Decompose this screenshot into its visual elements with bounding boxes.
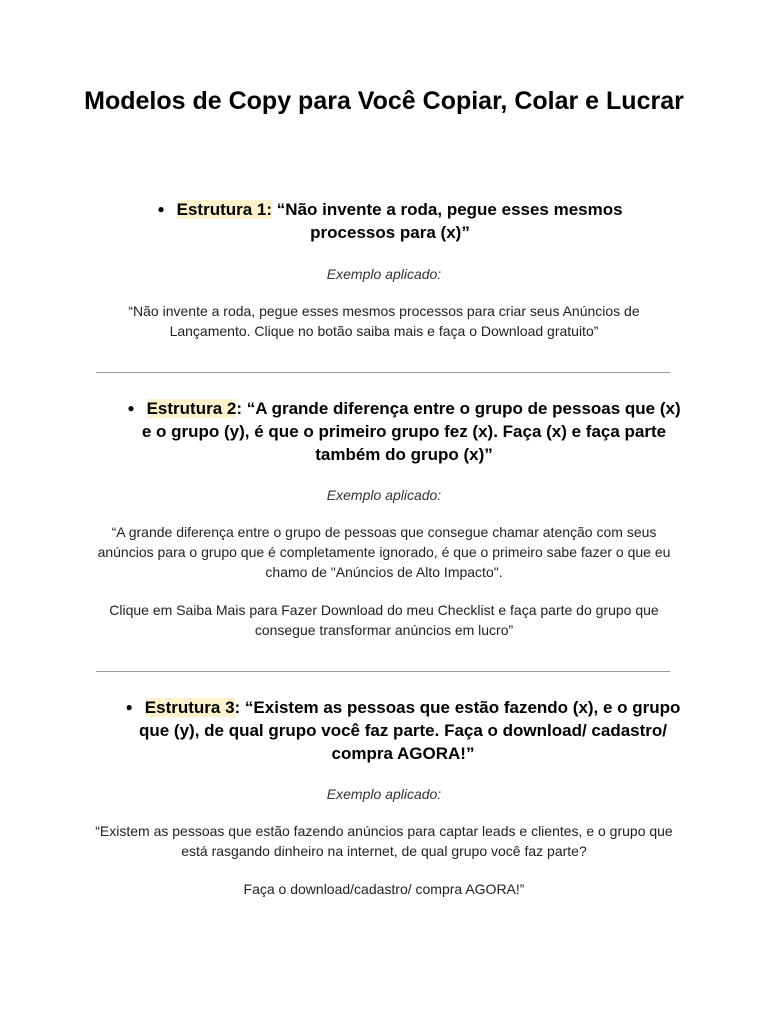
structure-1-example-label: Exemplo aplicado: — [326, 266, 442, 282]
bullet-icon: ● — [125, 700, 133, 714]
structure-2-label: Estrutura 2 — [146, 399, 237, 418]
section-divider — [96, 671, 670, 672]
structure-3-heading — [120, 696, 686, 765]
structure-2-example-label: Exemplo aplicado: — [326, 487, 442, 503]
section-divider — [96, 372, 670, 373]
structure-3-label: Estrutura 3 — [144, 698, 235, 717]
structure-2-example-paragraph-1: “A grande diferença entre o grupo de pessoas que consegue chamar atenção com seus anúncios para o grupo que é completamente ignorado, é que o primeiro sabe fazer o que eu chamo de "Anúncios de Alto Impacto". — [97, 524, 671, 580]
structure-3-example-paragraph-1: “Existem as pessoas que estão fazendo anúncios para captar leads e clientes, e o grupo que está rasgando dinheiro na internet, de qual grupo você faz parte? — [95, 823, 673, 859]
structure-3-example-label: Exemplo aplicado: — [326, 786, 442, 802]
structure-1-text: “Não invente a roda, pegue esses mesmos processos para (x)” — [272, 200, 623, 242]
structure-2-example-paragraph-2: Clique em Saiba Mais para Fazer Download do meu Checklist e faça parte do grupo que consegue transformar anúncios em lucro” — [109, 602, 659, 638]
bullet-icon: ● — [127, 401, 135, 415]
structure-2-heading — [124, 397, 684, 466]
structure-1-heading — [140, 198, 640, 244]
structure-3-text: : “Existem as pessoas que estão fazendo (x), e o grupo que (y), de qual grupo você faz parte. Faça o download/ cadastro/ compra AGORA!” — [138, 698, 681, 763]
page-title: Modelos de Copy para Você Copiar, Colar e Lucrar — [84, 87, 684, 115]
bullet-icon: ● — [157, 202, 165, 216]
structure-3-example-paragraph-2: Faça o download/cadastro/ compra AGORA!” — [243, 881, 525, 897]
structure-1-example-text: “Não invente a roda, pegue esses mesmos processos para criar seus Anúncios de Lançamento. Clique no botão saiba mais e faça o Download gratuito” — [128, 303, 640, 339]
structure-2-text: : “A grande diferença entre o grupo de pessoas que (x) e o grupo (y), é que o primeiro grupo fez (x). Faça (x) e faça parte também do grupo (x)” — [141, 399, 681, 464]
structure-1-label: Estrutura 1: — [176, 200, 273, 219]
